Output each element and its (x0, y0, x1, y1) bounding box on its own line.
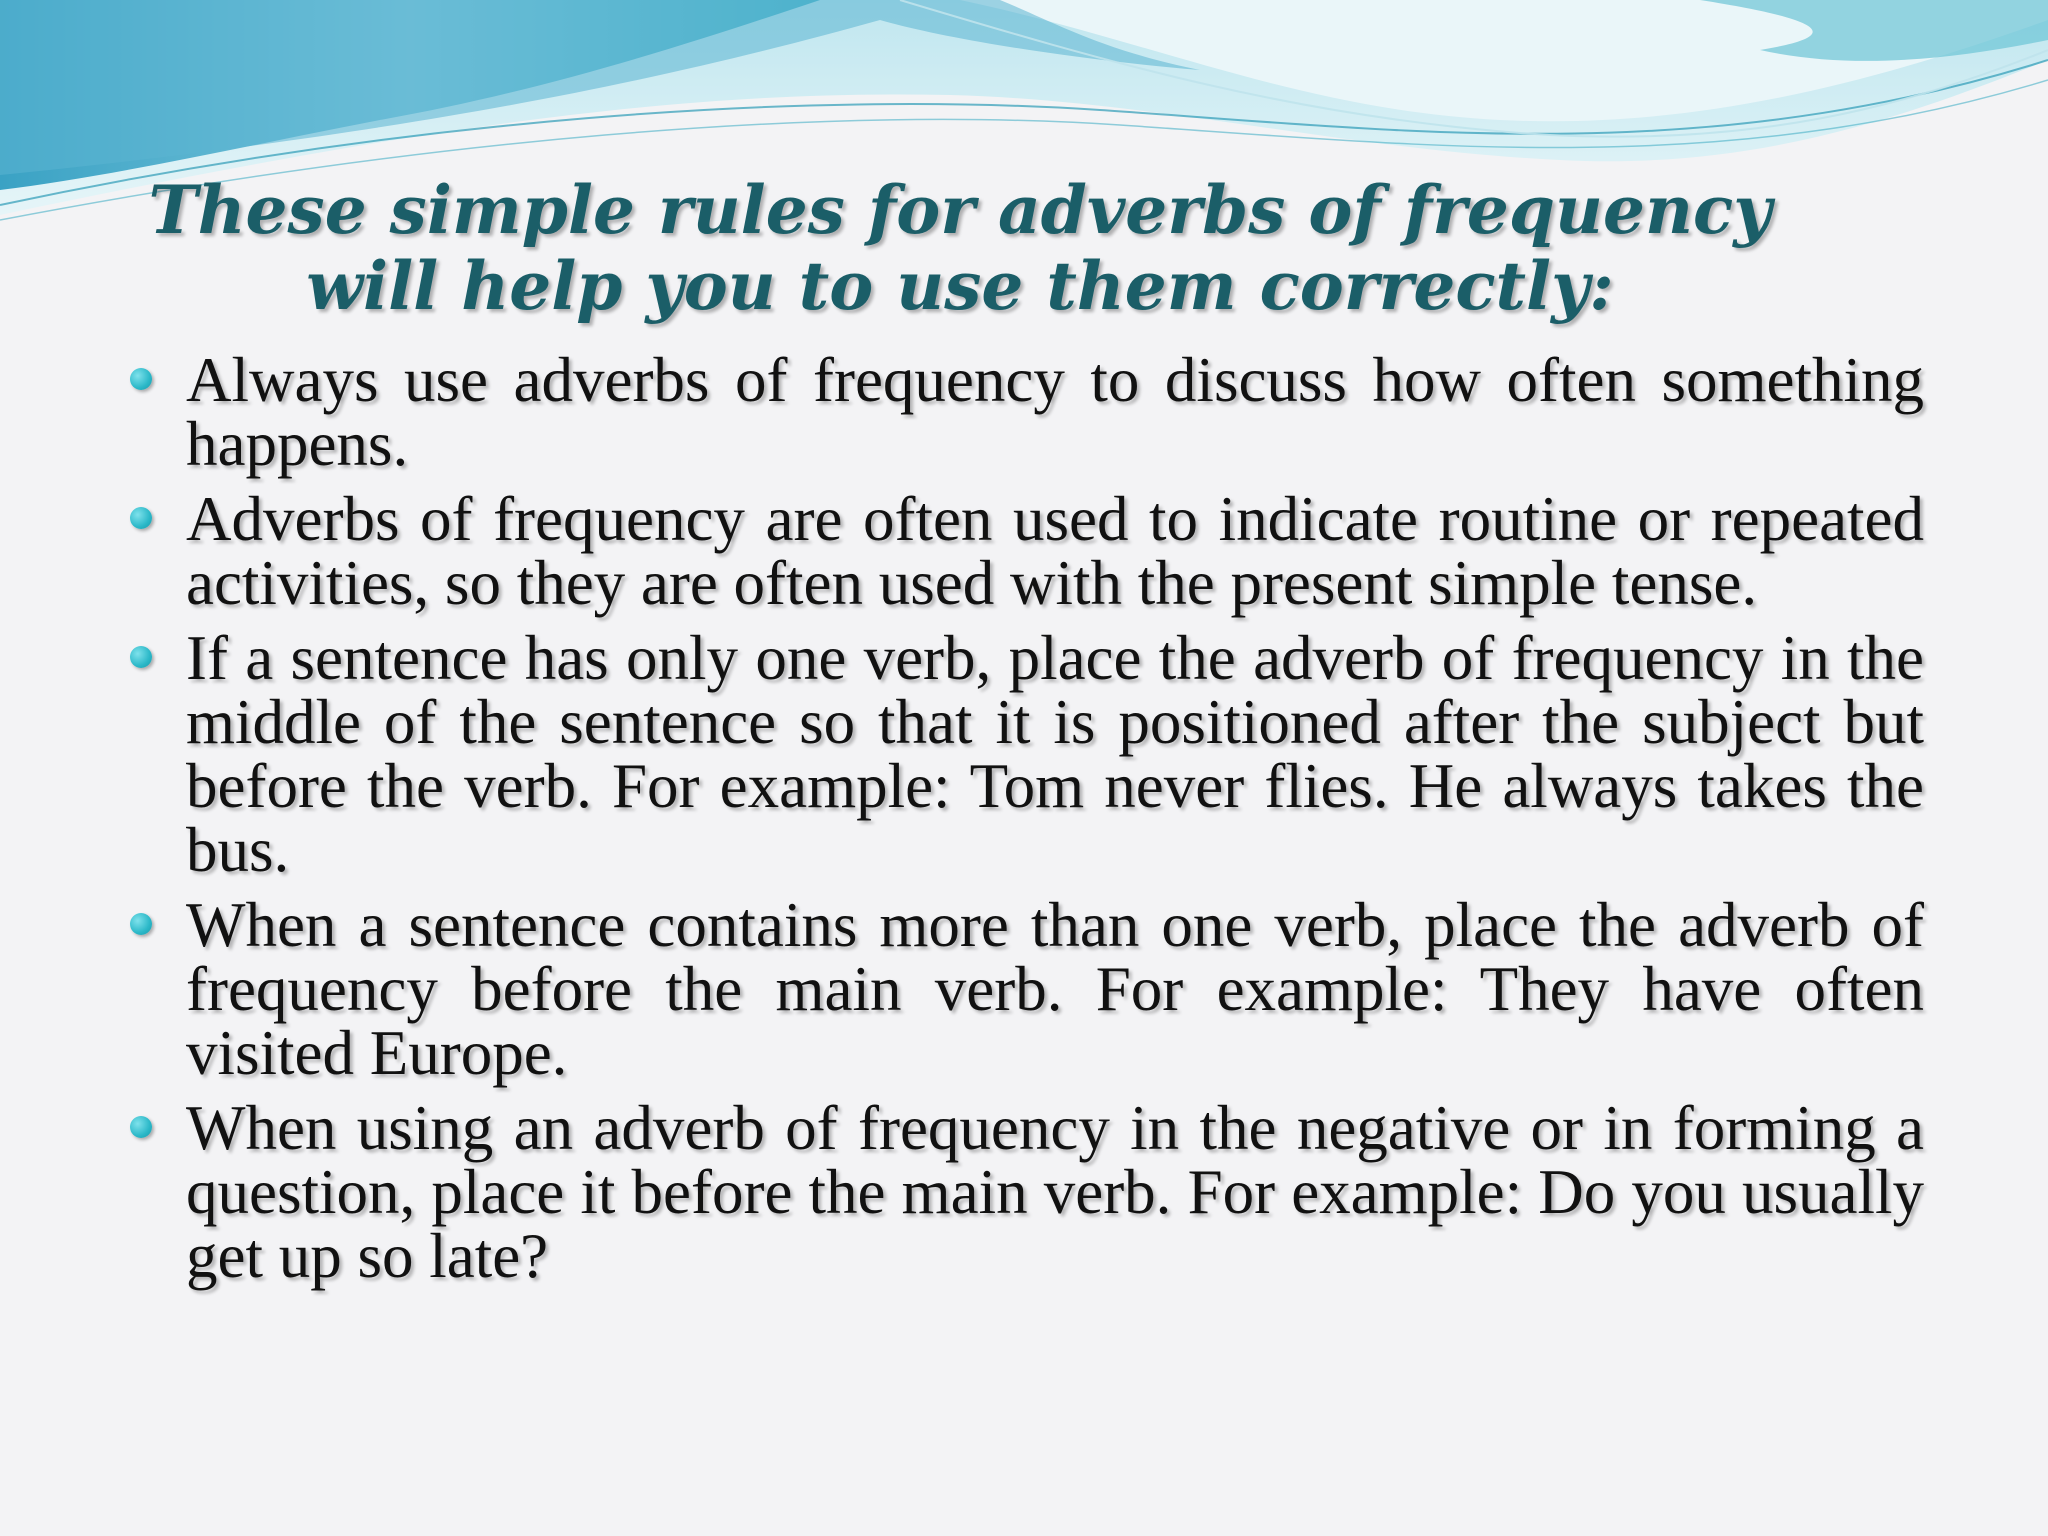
teal-dot-bullet-icon (130, 507, 152, 529)
bullet-text: If a sentence has only one verb, place the adverb of frequency in the middle of the sentence so that it is positioned after the subject but before the verb. For example: Tom never flies. He always takes the bus. (186, 623, 1924, 885)
slide-title: These simple rules for adverbs of frequency will help you to use them correctly: (148, 171, 1772, 325)
bullet-list (124, 345, 1924, 1299)
bullet-item (124, 1093, 1924, 1291)
teal-dot-bullet-icon (130, 913, 152, 935)
teal-dot-bullet-icon (130, 368, 152, 390)
bullet-item (124, 623, 1924, 885)
bullet-text: When a sentence contains more than one verb, place the adverb of frequency before the main verb. For example: They have often visited Europe. (186, 890, 1924, 1088)
bullet-text: Always use adverbs of frequency to discuss how often something happens. (186, 345, 1924, 479)
teal-dot-bullet-icon (130, 646, 152, 668)
bullet-item (124, 484, 1924, 618)
bullet-item (124, 345, 1924, 479)
bullet-text: Adverbs of frequency are often used to indicate routine or repeated activities, so they are often used with the present simple tense. (186, 484, 1924, 618)
bullet-text: When using an adverb of frequency in the negative or in forming a question, place it before the main verb. For example: Do you usually get up so late? (186, 1093, 1924, 1291)
teal-dot-bullet-icon (130, 1116, 152, 1138)
bullet-item (124, 890, 1924, 1088)
